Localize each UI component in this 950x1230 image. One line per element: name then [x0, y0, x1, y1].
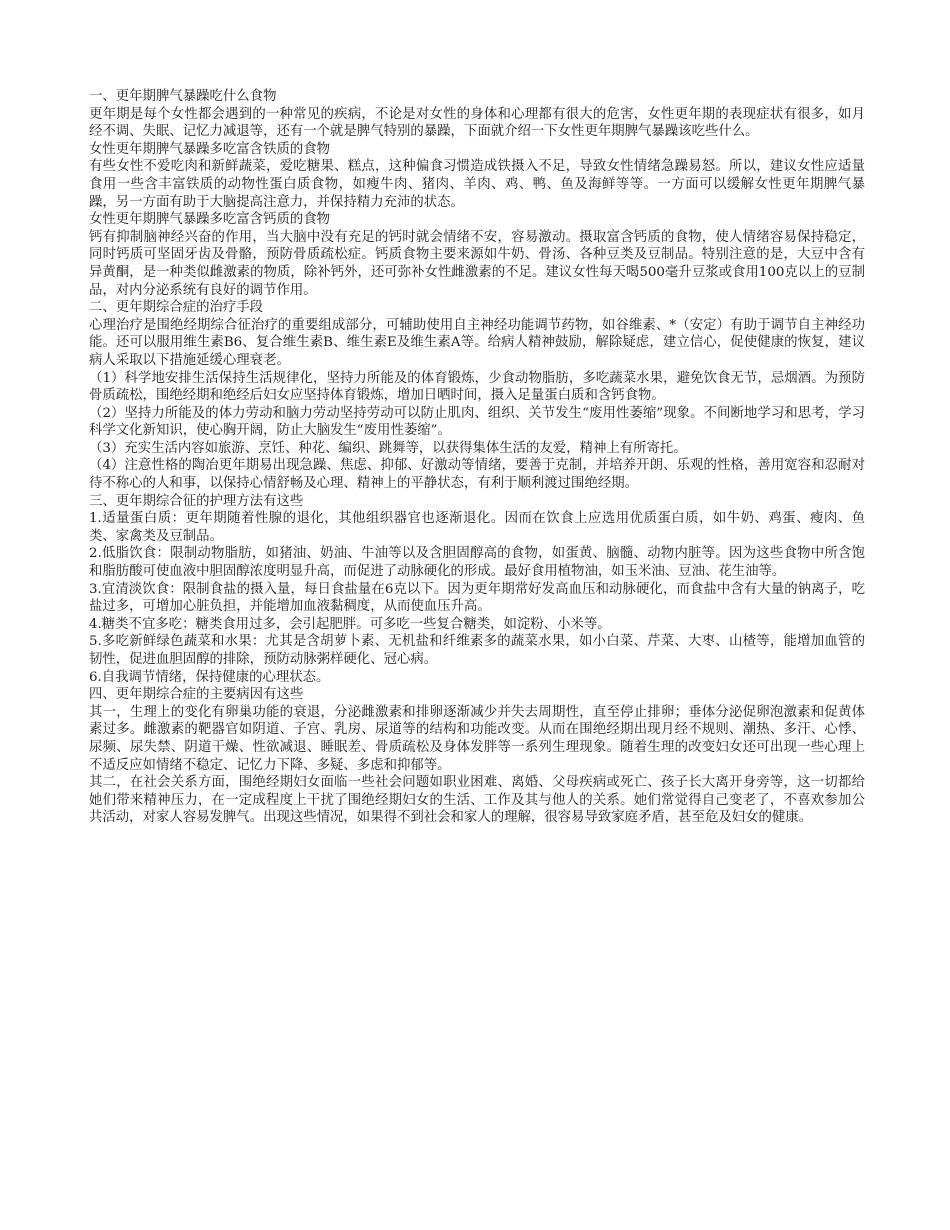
paragraph: 其一，生理上的变化有卵巢功能的衰退，分泌雌激素和排卵逐渐减少并失去周期性，直至停止排卵；垂体分泌促卵泡激素和促黄体素过多。雌激素的靶器官如阴道、子宫、乳房、尿道等的结构和功能改变。从而在围绝经期出现月经不规则、潮热、多汗、心悸、尿频、尿失禁、阴道干燥、性欲减退、睡眠差、骨质疏松及身体发胖等一系列生理现象。随着生理的改变妇女还可出现一些心理上不适反应如情绪不稳定、记忆力下降、多疑、多虑和抑郁等。: [89, 704, 865, 773]
list-item: 6.自我调节情绪，保持健康的心理状态。: [89, 669, 330, 685]
section-heading: 一、更年期脾气暴躁吃什么食物: [89, 89, 277, 104]
list-item: 3.宜清淡饮食：限制食盐的摄入量，每日食盐量在6克以下。因为更年期常好发高血压和动脉硬化，而食盐中含有大量的钠离子，吃盐过多，可增加心脏负担，并能增加血液黏稠度，从而使血压升高。: [89, 581, 865, 615]
list-item: 4.糖类不宜多吃：糖类食用过多，会引起肥胖。可多吃一些复合糖类，如淀粉、小米等。: [89, 616, 611, 632]
section-heading: 四、更年期综合症的主要病因有这些: [89, 687, 304, 703]
paragraph: 其二，在社会关系方面，围绝经期妇女面临一些社会问题如职业困难、离婚、父母疾病或死亡、孩子长大离开身旁等，这一切都给她们带来精神压力，在一定成程度上干扰了围绝经期妇女的生活、工作及其与他人的关系。她们常觉得自己变老了，不喜欢参加公共活动，对家人容易发脾气。出现这些情况，如果得不到社会和家人的理解，很容易导致家庭矛盾，甚至危及妇女的健康。: [89, 775, 865, 826]
section-heading: 二、更年期综合症的治疗手段: [89, 300, 264, 316]
list-item: （1）科学地安排生活保持生活规律化，坚持力所能及的体育锻炼，少食动物脂肪，多吃蔬菜水果，避免饮食无节，忌烟酒。为预防骨质疏松，围绝经期和绝经后妇女应坚持体育锻炼，增加日晒时间，摄入足量蛋白质和含钙食物。: [89, 370, 865, 404]
paragraph: 钙有抑制脑神经兴奋的作用，当大脑中没有充足的钙时就会情绪不安，容易激动。摄取富含钙质的食物，使人情绪容易保持稳定，同时钙质可坚固牙齿及骨骼，预防骨质疏松症。钙质食物主要来源如牛奶、骨汤、各种豆类及豆制品。特别注意的是，大豆中含有异黄酮，是一种类似雌激素的物质，除补钙外，还可弥补女性雌激素的不足。建议女性每天喝500毫升豆浆或食用100克以上的豆制品，对内分泌系统有良好的调节作用。: [89, 229, 865, 298]
list-item: 2.低脂饮食：限制动物脂肪，如猪油、奶油、牛油等以及含胆固醇高的食物，如蛋黄、脑髓、动物内脏等。因为这些食物中所含饱和脂肪酸可使血液中胆固醇浓度明显升高，而促进了动脉硬化的形成。最好食用植物油，如玉米油、豆油、花生油等。: [89, 546, 865, 580]
section-heading: 三、更年期综合征的护理方法有这些: [89, 493, 304, 509]
paragraph: 心理治疗是围绝经期综合征治疗的重要组成部分，可辅助使用自主神经功能调节药物，如谷维素、*（安定）有助于调节自主神经功能。还可以服用维生素B6、复合维生素B、维生素E及维生素A等。给病人精神鼓励，解除疑虑，建立信心，促使健康的恢复，建议病人采取以下措施延缓心理衰老。: [89, 317, 865, 368]
paragraph: 有些女性不爱吃肉和新鲜蔬菜，爱吃糖果、糕点，这种偏食习惯造成铁摄入不足，导致女性情绪急躁易怒。所以，建议女性应适量食用一些含丰富铁质的动物性蛋白质食物，如瘦牛肉、猪肉、羊肉、鸡、鸭、鱼及海鲜等等。一方面可以缓解女性更年期脾气暴躁，另一方面有助于大脑提高注意力，并保持精力充沛的状态。: [89, 159, 865, 210]
list-item: （2）坚持力所能及的体力劳动和脑力劳动坚持劳动可以防止肌肉、组织、关节发生“废用性萎缩”现象。不间断地学习和思考，学习科学文化新知识，使心胸开阔，防止大脑发生“废用性萎缩”。: [89, 405, 865, 439]
paragraph: 更年期是每个女性都会遇到的一种常见的疾病，不论是对女性的身体和心理都有很大的危害，女性更年期的表现症状有很多，如月经不调、失眠、记忆力减退等，还有一个就是脾气特别的暴躁，下面就介绍一下女性更年期脾气暴躁该吃些什么。: [89, 106, 865, 140]
list-item: （4）注意性格的陶冶更年期易出现急躁、焦虑、抑郁、好激动等情绪，要善于克制，并培养开朗、乐观的性格，善用宽容和忍耐对待不称心的人和事，以保持心情舒畅及心理、精神上的平静状态，有利于顺利渡过围绝经期。: [89, 458, 865, 492]
list-item: （3）充实生活内容如旅游、烹饪、种花、编织、跳舞等，以获得集体生活的友爱，精神上有所寄托。: [89, 440, 687, 456]
section-heading: 女性更年期脾气暴躁多吃富含铁质的食物: [89, 141, 331, 157]
list-item: 1.适量蛋白质：更年期随着性腺的退化，其他组织器官也逐渐退化。因而在饮食上应选用优质蛋白质，如牛奶、鸡蛋、瘦肉、鱼类、家禽类及豆制品。: [89, 511, 865, 544]
section-heading: 女性更年期脾气暴躁多吃富含钙质的食物: [89, 212, 331, 228]
document-page: [89, 88, 865, 827]
list-item: 5.多吃新鲜绿色蔬菜和水果：尤其是含胡萝卜素、无机盐和纤维素多的蔬菜水果，如小白菜、芹菜、大枣、山楂等，能增加血管的韧性，促进血胆固醇的排除，预防动脉粥样硬化、冠心病。: [89, 634, 865, 667]
